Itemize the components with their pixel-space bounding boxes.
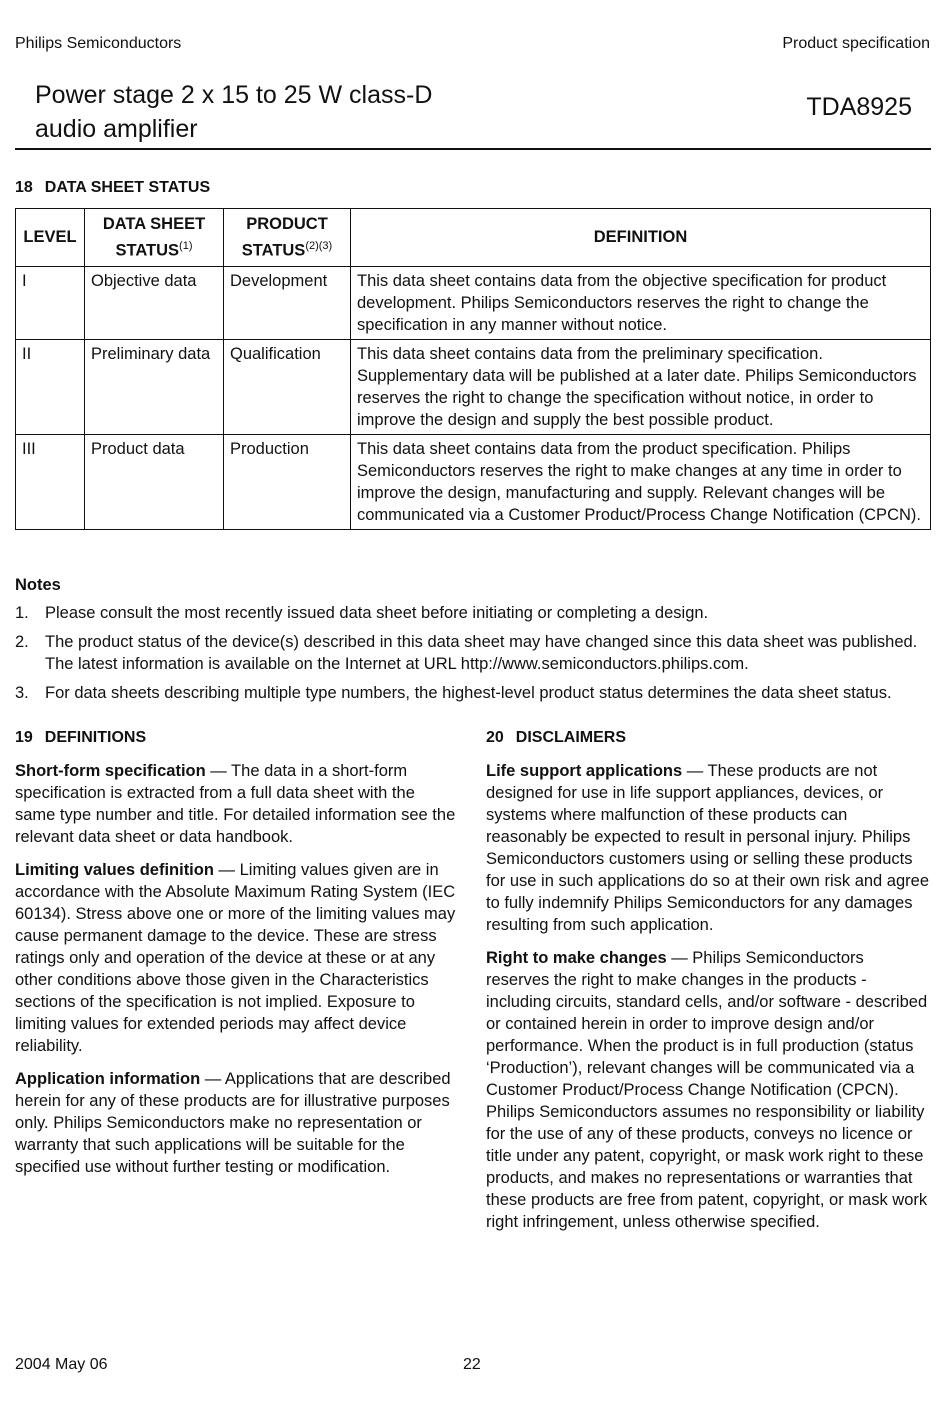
footnote-ref: (1) [179, 240, 193, 252]
definitions-column [15, 727, 459, 1189]
definition-paragraph [15, 1068, 459, 1178]
cell-definition: This data sheet contains data from the product specification. Philips Semiconductors reserves the right to make changes at any time in order to improve the design, manufacturing and supply. Relevant changes will be communicated via a Customer Product/Process Change Notification (CPCN). [351, 434, 931, 529]
page-number: 22 [463, 1356, 481, 1373]
section-number: 18 [15, 179, 33, 196]
col-header-ds-status [85, 209, 224, 267]
company-name: Philips Semiconductors [15, 35, 182, 52]
section-19-heading [15, 727, 459, 749]
title-line-2: audio amplifier [35, 115, 198, 143]
note-text: The product status of the device(s) described in this data sheet may have changed since this data sheet was published. The latest information is available on the Internet at URL http://www.semiconductors.philips.com. [45, 633, 918, 673]
cell-level: I [16, 266, 85, 339]
note-number: 1. [15, 604, 29, 622]
table-row [16, 434, 931, 529]
footnote-ref: (2)(3) [305, 240, 333, 252]
title-line-1: Power stage 2 x 15 to 25 W class-D [35, 81, 433, 109]
cell-ds-status: Objective data [85, 266, 224, 339]
col-header-definition: DEFINITION [351, 209, 931, 267]
col-header-level: LEVEL [16, 209, 85, 267]
paragraph-lead: Life support applications [486, 762, 683, 780]
table-header-row [16, 209, 931, 267]
note-text: For data sheets describing multiple type numbers, the highest-level product status determines the data sheet status. [45, 684, 892, 702]
definition-paragraph [15, 760, 459, 848]
note-number: 2. [15, 633, 29, 651]
col-header-ds-status-label: DATA SHEET STATUS [102, 215, 206, 260]
paragraph-text: — The data in a short-form specification is extracted from a full data sheet with the same type number and title. For detailed information see the relevant data sheet or data handbook. [15, 762, 456, 846]
note-item [15, 631, 935, 675]
cell-definition: This data sheet contains data from the objective specification for product development. Philips Semiconductors reserves the right to change the specification in any manner without notice. [351, 266, 931, 339]
cell-definition: This data sheet contains data from the preliminary specification. Supplementary data will be published at a later date. Philips Semiconductors reserves the right to change the specification without notice, in order to improve the design and supply the best possible product. [351, 339, 931, 434]
table-row [16, 266, 931, 339]
section-title: DATA SHEET STATUS [44, 179, 211, 196]
section-18-heading [15, 179, 210, 197]
part-number: TDA8925 [806, 93, 912, 121]
note-text: Please consult the most recently issued data sheet before initiating or completing a design. [45, 604, 709, 622]
cell-product-status: Development [224, 266, 351, 339]
data-sheet-status-table [15, 208, 931, 530]
header-rule [15, 148, 931, 150]
col-header-product-status [224, 209, 351, 267]
cell-level: II [16, 339, 85, 434]
section-number: 19 [15, 729, 33, 746]
paragraph-text: — Applications that are described herein for any of these products are for illustrative purposes only. Philips Semiconductors make no representation or warranty that such applications will be suitable for the specified use without further testing or modification. [15, 1070, 451, 1176]
note-number: 3. [15, 684, 29, 702]
notes-heading: Notes [15, 576, 61, 594]
cell-product-status: Production [224, 434, 351, 529]
section-20-heading [486, 727, 930, 749]
cell-level: III [16, 434, 85, 529]
paragraph-text: — Limiting values given are in accordance with the Absolute Maximum Rating System (IEC 60134). Stress above one or more of the limiting values may cause permanent damage to the device. These are stress ratings only and operation of the device at these or at any other conditions above those given in the Characteristics sections of the specification is not implied. Exposure to limiting values for extended periods may affect device reliability. [15, 861, 456, 1055]
table-row [16, 339, 931, 434]
col-header-product-status-label: PRODUCT STATUS [241, 215, 328, 260]
section-number: 20 [486, 729, 504, 746]
paragraph-lead: Short-form specification [15, 762, 206, 780]
note-item [15, 682, 935, 704]
paragraph-lead: Limiting values definition [15, 861, 214, 879]
paragraph-text: — These products are not designed for use in life support appliances, devices, or systems where malfunction of these products can reasonably be expected to result in personal injury. Philips Semiconductors customers using or selling these products for use in such applications do so at their own risk and agree to fully indemnify Philips Semiconductors for any damages resulting from such application. [486, 762, 930, 934]
definition-paragraph [15, 859, 459, 1057]
disclaimer-paragraph [486, 947, 930, 1233]
document-title [35, 78, 635, 146]
notes-block [15, 574, 935, 711]
paragraph-lead: Right to make changes [486, 949, 667, 967]
disclaimer-paragraph [486, 760, 930, 936]
cell-product-status: Qualification [224, 339, 351, 434]
cell-ds-status: Product data [85, 434, 224, 529]
disclaimers-column [486, 727, 930, 1244]
footer-date: 2004 May 06 [15, 1356, 108, 1373]
paragraph-lead: Application information [15, 1070, 201, 1088]
document-type: Product specification [782, 35, 930, 52]
section-title: DEFINITIONS [44, 729, 147, 746]
cell-ds-status: Preliminary data [85, 339, 224, 434]
note-item [15, 602, 935, 624]
paragraph-text: — Philips Semiconductors reserves the right to make changes in the products - including circuits, standard cells, and/or software - described or contained herein in order to improve design and/or performance. When the product is in full production (status ‘Production’), relevant changes will be communicated via a Customer Product/Process Change Notification (CPCN). Philips Semiconductors assumes no responsibility or liability for the use of any of these products, conveys no licence or title under any patent, copyright, or mask work right to these products, and makes no representations or warranties that these products are free from patent, copyright, or mask work right infringement, unless otherwise specified. [486, 949, 928, 1231]
section-title: DISCLAIMERS [515, 729, 627, 746]
